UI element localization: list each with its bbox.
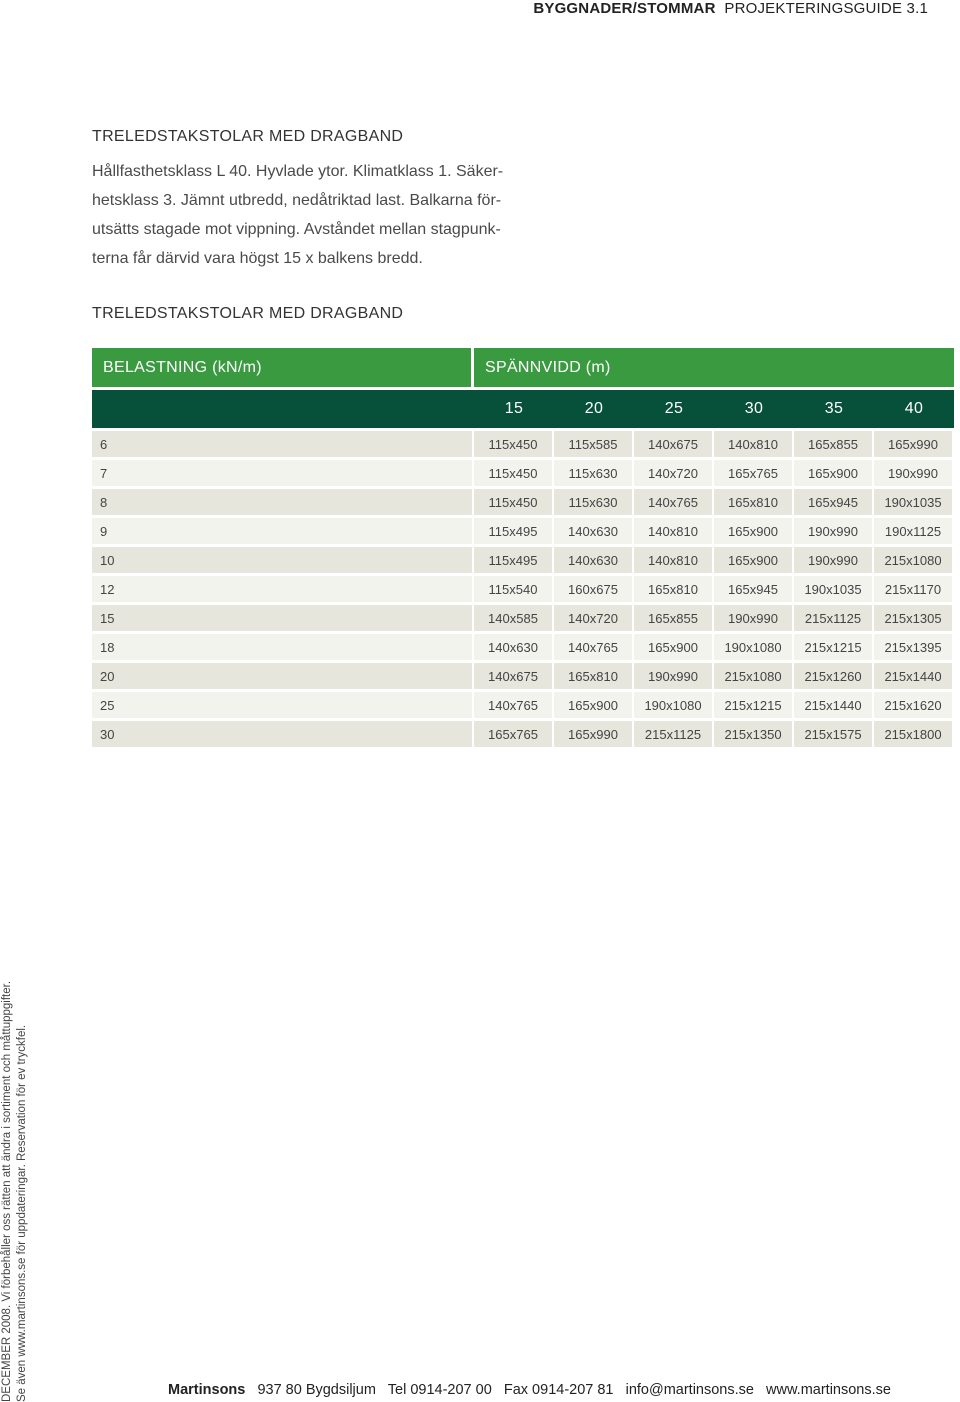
- dimension-cell: 140x720: [554, 605, 632, 631]
- dimension-cell: 140x585: [474, 605, 552, 631]
- dimension-cell: 165x810: [634, 576, 712, 602]
- span-values-row: [92, 390, 954, 428]
- dimension-cell: 165x855: [794, 431, 872, 457]
- dimension-cell: 215x1440: [874, 663, 952, 689]
- load-cell: 8: [92, 489, 472, 515]
- load-cell: 6: [92, 431, 472, 457]
- table-row: [92, 634, 954, 660]
- dimension-cell: 115x495: [474, 547, 552, 573]
- dimension-cell: 165x900: [714, 518, 792, 544]
- table-row: [92, 489, 954, 515]
- dimension-cell: 115x585: [554, 431, 632, 457]
- dimension-cell: 215x1260: [794, 663, 872, 689]
- dimension-cell: 190x990: [794, 518, 872, 544]
- dimension-cell: 140x630: [554, 518, 632, 544]
- table-row: [92, 547, 954, 573]
- dimension-cell: 215x1305: [874, 605, 952, 631]
- dimension-cell: 215x1800: [874, 721, 952, 747]
- load-cell: 20: [92, 663, 472, 689]
- dimension-cell: 190x1035: [874, 489, 952, 515]
- intro-line: terna får därvid vara högst 15 x balkens bredd.: [92, 250, 423, 267]
- footer-phone: Tel 0914-207 00: [387, 1382, 492, 1398]
- dimension-cell: 165x855: [634, 605, 712, 631]
- dimension-cell: 215x1350: [714, 721, 792, 747]
- table-row: [92, 663, 954, 689]
- dimension-cell: 140x675: [474, 663, 552, 689]
- table-row: [92, 692, 954, 718]
- dimension-cell: 115x495: [474, 518, 552, 544]
- table-row: [92, 460, 954, 486]
- dimension-cell: 165x945: [714, 576, 792, 602]
- dimension-cell: 115x540: [474, 576, 552, 602]
- load-cell: 18: [92, 634, 472, 660]
- dimension-cell: 215x1080: [874, 547, 952, 573]
- dimension-cell: 160x675: [554, 576, 632, 602]
- dimension-cell: 190x1080: [634, 692, 712, 718]
- dimension-cell: 215x1395: [874, 634, 952, 660]
- table-body: [92, 431, 954, 747]
- intro-title: TRELEDSTAKSTOLAR MED DRAGBAND: [92, 128, 404, 145]
- disclaimer-line: Se även www.martinsons.se för uppdateringar. Reservation för ev tryckfel.: [16, 1024, 28, 1402]
- dimension-cell: 140x675: [634, 431, 712, 457]
- dimension-cell: 215x1440: [794, 692, 872, 718]
- dimension-cell: 165x810: [714, 489, 792, 515]
- dimension-cell: 140x765: [634, 489, 712, 515]
- load-cell: 30: [92, 721, 472, 747]
- table-row: [92, 721, 954, 747]
- dimension-cell: 190x990: [794, 547, 872, 573]
- load-cell: 7: [92, 460, 472, 486]
- header-guide: PROJEKTERINGSGUIDE 3.1: [724, 0, 928, 17]
- dimension-cell: 165x990: [554, 721, 632, 747]
- span-table: [92, 348, 954, 747]
- load-cell: 25: [92, 692, 472, 718]
- dimension-cell: 215x1575: [794, 721, 872, 747]
- page-header: [533, 0, 928, 18]
- span-col: 25: [664, 400, 684, 417]
- load-cell: 9: [92, 518, 472, 544]
- dimension-cell: 190x990: [874, 460, 952, 486]
- footer-address: 937 80 Bygdsiljum: [257, 1382, 376, 1398]
- load-cell: 10: [92, 547, 472, 573]
- intro-line: hetsklass 3. Jämnt utbredd, nedåtriktad last. Balkarna för-: [92, 192, 502, 209]
- intro-line: utsätts stagade mot vippning. Avståndet mellan stagpunk-: [92, 221, 501, 238]
- dimension-cell: 215x1170: [874, 576, 952, 602]
- footer: [168, 1382, 891, 1398]
- span-col: 20: [584, 400, 604, 417]
- span-col: 30: [744, 400, 764, 417]
- table-header-row: [92, 348, 954, 387]
- dimension-cell: 115x450: [474, 489, 552, 515]
- load-cell: 15: [92, 605, 472, 631]
- dimension-cell: 190x1035: [794, 576, 872, 602]
- table-row: [92, 431, 954, 457]
- dimension-cell: 165x900: [714, 547, 792, 573]
- table-row: [92, 576, 954, 602]
- span-col: 40: [904, 400, 924, 417]
- dimension-cell: 165x765: [714, 460, 792, 486]
- dimension-cell: 140x765: [554, 634, 632, 660]
- footer-web[interactable]: www.martinsons.se: [766, 1382, 891, 1398]
- load-header: BELASTNING (kN/m): [92, 348, 471, 387]
- intro-text: [92, 157, 522, 273]
- dimension-cell: 215x1080: [714, 663, 792, 689]
- disclaimer-line: DECEMBER 2008. Vi förbehåller oss rätten att ändra i sortiment och måttuppgifter.: [1, 980, 13, 1402]
- disclaimer: [0, 981, 30, 1402]
- dimension-cell: 165x810: [554, 663, 632, 689]
- dimension-cell: 165x900: [634, 634, 712, 660]
- dimension-cell: 140x810: [634, 518, 712, 544]
- span-header: SPÄNNVIDD (m): [474, 348, 954, 387]
- dimension-cell: 115x450: [474, 431, 552, 457]
- dimension-cell: 215x1215: [794, 634, 872, 660]
- table-row: [92, 605, 954, 631]
- dimension-cell: 140x765: [474, 692, 552, 718]
- header-section: BYGGNADER/STOMMAR: [533, 0, 716, 17]
- dimension-cell: 115x450: [474, 460, 552, 486]
- dimension-cell: 215x1125: [634, 721, 712, 747]
- dimension-cell: 190x1080: [714, 634, 792, 660]
- load-cell: 12: [92, 576, 472, 602]
- table-title: TRELEDSTAKSTOLAR MED DRAGBAND: [92, 305, 404, 322]
- dimension-cell: 140x810: [634, 547, 712, 573]
- dimension-cell: 140x720: [634, 460, 712, 486]
- intro-line: Hållfasthetsklass L 40. Hyvlade ytor. Klimatklass 1. Säker-: [92, 163, 504, 180]
- dimension-cell: 115x630: [554, 489, 632, 515]
- footer-company: Martinsons: [168, 1382, 246, 1398]
- dimension-cell: 165x900: [554, 692, 632, 718]
- dimension-cell: 190x990: [634, 663, 712, 689]
- dimension-cell: 190x1125: [874, 518, 952, 544]
- footer-email[interactable]: info@martinsons.se: [625, 1382, 754, 1398]
- dimension-cell: 215x1125: [794, 605, 872, 631]
- dimension-cell: 215x1620: [874, 692, 952, 718]
- dimension-cell: 190x990: [714, 605, 792, 631]
- dimension-cell: 140x630: [474, 634, 552, 660]
- dimension-cell: 165x765: [474, 721, 552, 747]
- dimension-cell: 140x810: [714, 431, 792, 457]
- span-col: 35: [824, 400, 844, 417]
- table-row: [92, 518, 954, 544]
- dimension-cell: 165x900: [794, 460, 872, 486]
- dimension-cell: 215x1215: [714, 692, 792, 718]
- dimension-cell: 165x945: [794, 489, 872, 515]
- footer-fax: Fax 0914-207 81: [503, 1382, 614, 1398]
- dimension-cell: 140x630: [554, 547, 632, 573]
- dimension-cell: 115x630: [554, 460, 632, 486]
- span-col: 15: [504, 400, 524, 417]
- dimension-cell: 165x990: [874, 431, 952, 457]
